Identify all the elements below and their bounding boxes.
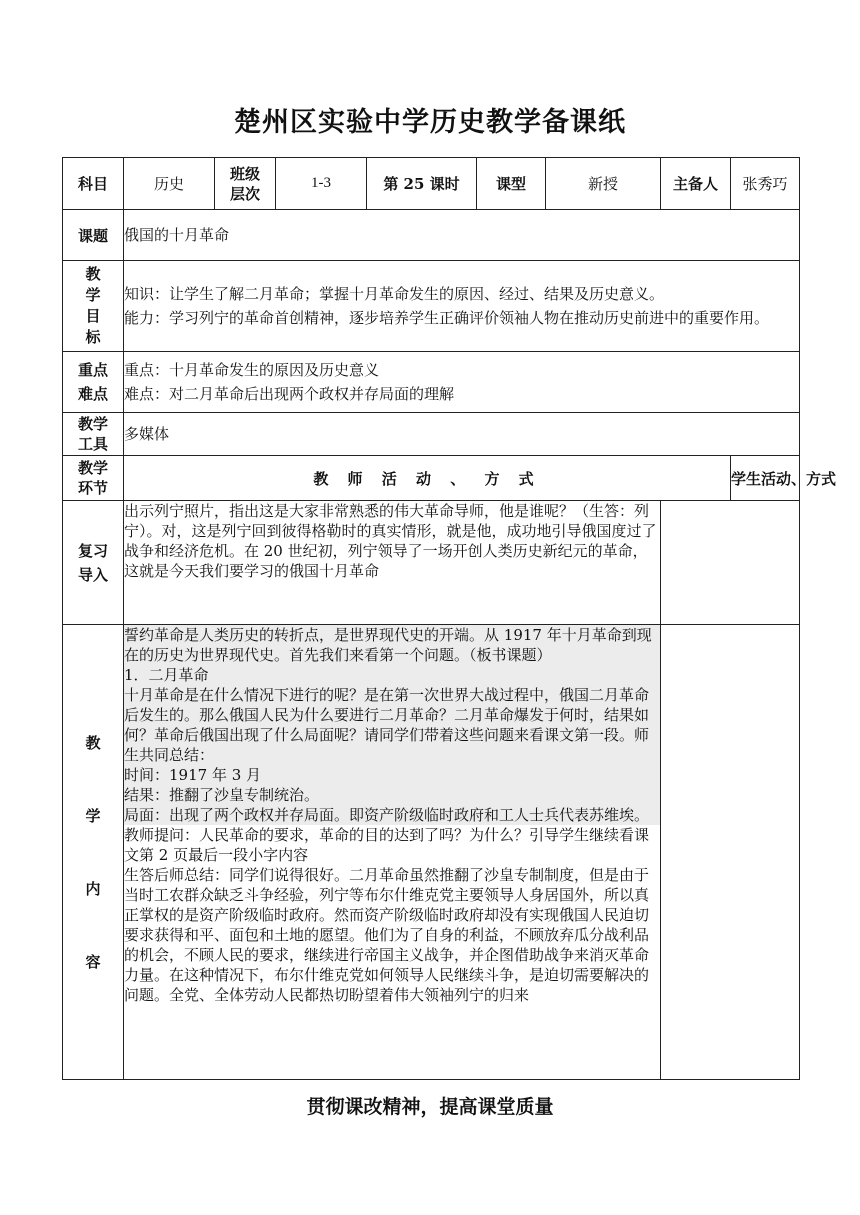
type-value: 新授: [546, 158, 661, 210]
teacher-activity-header: 教 师 活 动 、 方 式: [124, 456, 731, 501]
goal-ability: 能力：学习列宁的革命首创精神，逐步培养学生正确评价领袖人物在推动历史前进中的重要作用。: [124, 309, 770, 327]
content-heading: 1．二月革命: [124, 666, 209, 684]
topic-label: 课题: [63, 210, 124, 261]
content-shaded-block: [124, 625, 660, 825]
keypoints-text: [124, 352, 800, 413]
content-paragraph: 教师提问：人民革命的要求，革命的目的达到了吗？为什么？引导学生继续看课文第 2 页最后一段小字内容: [124, 826, 650, 864]
subject-label: 科目: [63, 158, 124, 210]
goals-label-char: 学: [85, 286, 101, 304]
goal-knowledge: 知识：让学生了解二月革命；掌握十月革命发生的原因、经过、结果及历史意义。: [124, 285, 665, 303]
content-row: [63, 625, 800, 1080]
preparer-label: 主备人: [661, 158, 731, 210]
topic-value: 俄国的十月革命: [124, 210, 800, 261]
content-paragraph: 誓约革命是人类历史的转折点，是世界现代史的开端。从 1917 年十月革命到现在的历史为世界现代史。首先我们来看第一个问题。（板书课题）: [124, 626, 652, 664]
subject-value: 历史: [124, 158, 215, 210]
type-label: 课型: [477, 158, 546, 210]
class-label-line1: 班级: [229, 164, 260, 183]
content-label: [63, 625, 124, 1080]
tools-label-line1: 教学: [77, 415, 108, 433]
footer-slogan: 贯彻课改精神，提高课堂质量: [306, 1096, 554, 1118]
tools-row: [63, 413, 800, 456]
lesson-number: 第 25 课时: [367, 158, 477, 210]
topic-row: [63, 210, 800, 261]
goals-label: [63, 261, 124, 352]
content-paragraph: 结果：推翻了沙皇专制统治。: [124, 786, 320, 804]
header-row: [63, 158, 800, 210]
stage-label-line1: 教学: [77, 459, 108, 477]
key-point: 重点：十月革命发生的原因及历史意义: [124, 361, 380, 379]
content-paragraph: 局面：出现了两个政权并存局面。即资产阶级临时政府和工人士兵代表苏维埃。: [124, 806, 650, 824]
goals-label-char: 目: [85, 307, 101, 325]
goals-label-char: 标: [85, 328, 101, 346]
content-student-cell: [661, 625, 800, 1080]
content-text: [124, 625, 661, 1080]
review-student-cell: [661, 501, 800, 625]
keypoints-label-line1: 重点: [77, 361, 108, 379]
stage-header-row: [63, 456, 800, 501]
stage-label: [63, 456, 124, 501]
goals-row: [63, 261, 800, 352]
preparer-value: 张秀巧: [731, 158, 800, 210]
keypoints-label: [63, 352, 124, 413]
class-label-line2: 层次: [229, 184, 260, 203]
tools-label: [63, 413, 124, 456]
content-label-char: 学: [85, 807, 101, 825]
stage-label-line2: 环节: [77, 479, 108, 497]
content-label-char: 容: [85, 953, 101, 971]
keypoints-row: [63, 352, 800, 413]
goals-label-char: 教: [85, 265, 101, 283]
keypoints-label-line2: 难点: [77, 385, 108, 403]
content-paragraph: 十月革命是在什么情况下进行的呢？是在第一次世界大战过程中，俄国二月革命后发生的。那么俄国人民为什么要进行二月革命？二月革命爆发于何时，结果如何？革命后俄国出现了什么局面呢？请同学们带着这些问题来看课文第一段。师生共同总结：: [124, 686, 650, 764]
student-activity-header-text: 学生活动、方式: [731, 469, 837, 488]
content-label-char: 教: [85, 734, 101, 752]
difficult-point: 难点：对二月革命后出现两个政权并存局面的理解: [124, 385, 455, 403]
class-level-label: [215, 158, 276, 210]
content-paragraph: 时间：1917 年 3 月: [124, 766, 262, 784]
review-label: [63, 501, 124, 625]
review-text: 出示列宁照片，指出这是大家非常熟悉的伟大革命导师，他是谁呢？（生答：列宁）。对，这是列宁回到彼得格勒时的真实情形，就是他，成功地引导俄国度过了战争和经济危机。在 20 世纪初，列宁领导了一场开创人类历史新纪元的革命，这就是今天我们要学习的俄国十月革命: [124, 501, 661, 625]
page-title: 楚州区实验中学历史教学备课纸: [234, 107, 626, 138]
content-label-char: 内: [85, 880, 101, 898]
review-label-line1: 复习: [77, 541, 108, 560]
review-label-line2: 导入: [77, 565, 108, 584]
goals-text: [124, 261, 800, 352]
lesson-plan-table: [62, 157, 837, 1080]
tools-value: 多媒体: [124, 413, 800, 456]
tools-label-line2: 工具: [77, 435, 108, 453]
class-value: 1-3: [276, 158, 367, 210]
content-paragraph: 生答后师总结：同学们说得很好。二月革命虽然推翻了沙皇专制制度，但是由于当时工农群众缺乏斗争经验，列宁等布尔什维克党主要领导人身居国外，所以真正掌权的是资产阶级临时政府。然而资产阶级临时政府却没有实现俄国人民迫切要求获得和平、面包和土地的愿望。他们为了自身的利益，不顾放弃瓜分战利品的机会，不顾人民的要求，继续进行帝国主义战争，并企图借助战争来消灭革命力量。在这种情况下，布尔什维克党如何领导人民继续斗争，是迫切需要解决的问题。全党、全体劳动人民都热切盼望着伟大领袖列宁的归来: [124, 866, 650, 1004]
review-row: [63, 501, 800, 625]
student-activity-header: [731, 456, 837, 501]
